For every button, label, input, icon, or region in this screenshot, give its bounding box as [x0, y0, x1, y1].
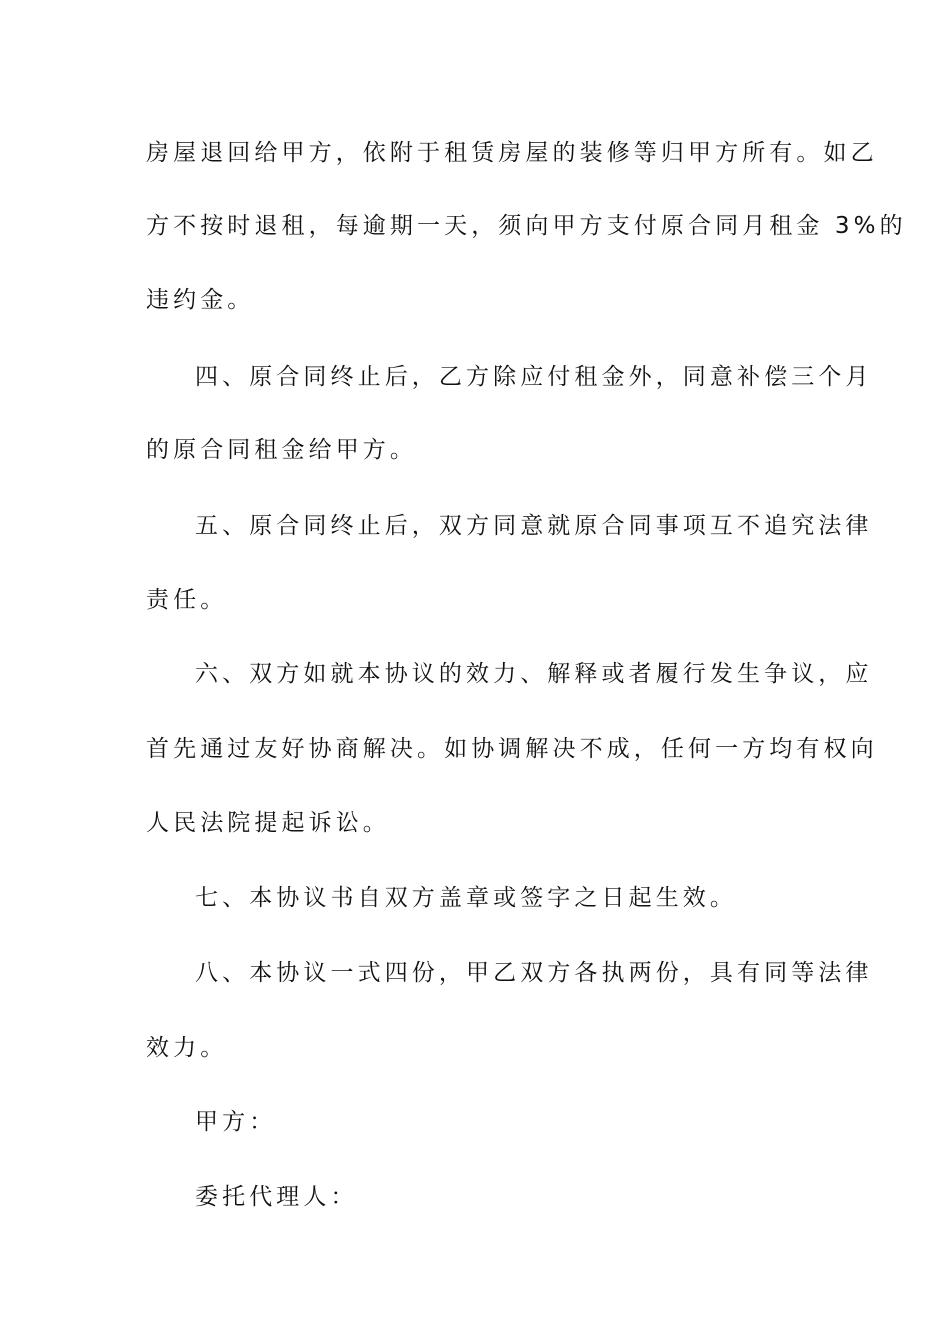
party-a-label: 甲方： — [195, 1109, 277, 1135]
clause-5-line-2: 责任。 — [146, 587, 228, 613]
clause-8-line-1: 八、本协议一式四份，甲乙双方各执两份，具有同等法律 — [195, 960, 873, 986]
text-line-1: 房屋退回给甲方，依附于租赁房屋的装修等归甲方所有。如乙 — [146, 140, 878, 166]
clause-5-line-1: 五、原合同终止后，双方同意就原合同事项互不追究法律 — [195, 513, 873, 539]
clause-6-line-1: 六、双方如就本协议的效力、解释或者履行发生争议，应 — [195, 661, 873, 687]
clause-8-line-2: 效力。 — [146, 1035, 228, 1061]
clause-4-line-1: 四、原合同终止后，乙方除应付租金外，同意补偿三个月 — [195, 364, 873, 390]
clause-4-line-2: 的原合同租金给甲方。 — [146, 437, 417, 463]
clause-6-line-2: 首先通过友好协商解决。如协调解决不成，任何一方均有权向 — [146, 736, 878, 762]
clause-7-line-1: 七、本协议书自双方盖章或签字之日起生效。 — [195, 885, 737, 911]
text-line-2: 方不按时退租，每逾期一天，须向甲方支付原合同月租金 3%的 — [146, 213, 907, 239]
clause-6-line-3: 人民法院提起诉讼。 — [146, 810, 390, 836]
text-line-3: 违约金。 — [146, 287, 255, 313]
authorized-agent-label: 委托代理人： — [195, 1184, 358, 1210]
